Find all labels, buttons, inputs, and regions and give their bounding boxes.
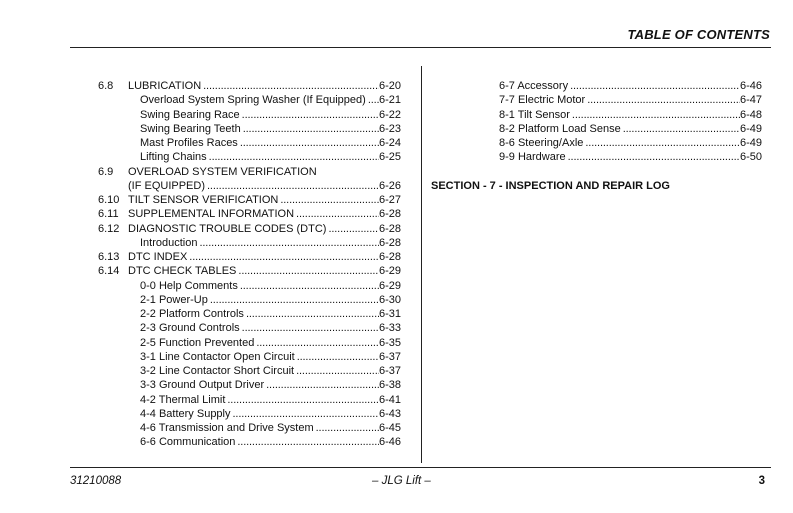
toc-entry-number: 6.12 [98,222,120,235]
toc-dot-leader [570,108,740,122]
toc-entry-title: 4-6 Transmission and Drive System [140,422,314,434]
toc-entry-page: 6-23 [378,122,401,135]
toc-entry-title: 8-1 Tilt Sensor [499,108,570,121]
toc-dot-leader [294,207,379,221]
toc-dot-leader [566,150,740,164]
toc-entry[interactable] [98,407,401,421]
toc-entry[interactable] [98,222,401,236]
toc-entry-number: 6.11 [98,208,119,221]
toc-entry-page: 6-25 [378,151,401,164]
toc-entry-title: (IF EQUIPPED) [128,179,206,192]
toc-dot-leader [235,435,379,449]
toc-entry-title: LUBRICATION [128,80,202,92]
toc-entry-page: 6-31 [378,308,401,320]
toc-entry-page: 6-37 [378,365,401,377]
toc-entry-title: Mast Profiles Races [140,137,238,149]
toc-entry-title: 3-2 Line Contactor Short Circuit [140,365,295,377]
toc-entry-number: 6.14 [98,265,120,278]
toc-entry-page: 6-27 [378,194,401,206]
toc-entry-page: 6-37 [378,350,401,363]
toc-entry[interactable] [98,264,401,278]
header-rule [70,47,771,48]
toc-entry[interactable] [499,79,762,93]
toc-dot-leader [264,378,379,392]
column-divider [421,66,422,463]
footer-publisher: – JLG Lift – [372,475,431,487]
toc-entry-title: SUPPLEMENTAL INFORMATION [128,208,295,221]
toc-entry[interactable] [98,136,401,150]
toc-entry[interactable] [98,79,401,93]
toc-entry-title: 2-2 Platform Controls [140,308,244,320]
toc-entry-page: 6-41 [378,393,401,406]
toc-dot-leader [585,93,740,107]
toc-entry[interactable] [98,93,401,107]
toc-entry[interactable] [98,393,401,407]
toc-entry-title: OVERLOAD SYSTEM VERIFICATION [128,165,317,178]
toc-entry-page: 6-49 [739,122,762,135]
toc-entry-page: 6-29 [378,265,401,278]
toc-dot-leader [238,279,379,293]
toc-entry[interactable] [98,421,401,435]
toc-entry-title: 3-3 Ground Output Driver [140,379,265,392]
toc-entry[interactable] [499,150,762,164]
toc-entry-title: 6-6 Communication [140,436,236,449]
toc-dot-leader [187,250,379,264]
toc-entry-page: 6-38 [378,379,401,392]
toc-entry-title: DIAGNOSTIC TROUBLE CODES (DTC) [128,222,327,235]
toc-dot-leader [366,93,379,107]
toc-entry[interactable] [98,165,401,179]
toc-dot-leader [240,321,379,335]
toc-entry-title: 2-3 Ground Controls [140,322,240,335]
toc-dot-leader [568,79,740,93]
toc-entry-title: 3-1 Line Contactor Open Circuit [140,350,295,363]
toc-dot-leader [201,79,379,93]
toc-entry-page: 6-46 [739,80,762,92]
toc-dot-leader [225,393,379,407]
toc-entry-page: 6-20 [378,80,401,92]
toc-entry-page: 6-43 [378,407,401,420]
toc-dot-leader [314,421,379,435]
toc-entry[interactable] [98,250,401,264]
toc-entry[interactable] [98,236,401,250]
toc-dot-leader [583,136,740,150]
toc-entry-title: Introduction [140,236,198,249]
toc-entry-number: 6.9 [98,165,114,178]
toc-entry-title: 2-1 Power-Up [140,293,208,306]
toc-entry-page: 6-48 [739,108,762,121]
toc-entry[interactable] [499,136,762,150]
toc-entry[interactable] [98,321,401,335]
toc-entry[interactable] [98,293,401,307]
toc-entry-title: TILT SENSOR VERIFICATION [128,194,279,206]
toc-entry[interactable] [98,193,401,207]
toc-right-column [499,79,762,165]
toc-entry-title: 4-4 Battery Supply [140,407,231,420]
footer-rule [70,467,771,468]
toc-entry-page: 6-47 [739,94,762,107]
toc-entry-number: 6.10 [98,194,120,206]
toc-entry-page: 6-50 [739,151,762,164]
toc-dot-leader [207,150,379,164]
toc-dot-leader [197,236,378,250]
section-7-heading[interactable]: SECTION - 7 - INSPECTION AND REPAIR LOG [431,180,670,192]
toc-entry-title: 0-0 Help Comments [140,279,238,292]
toc-entry-title: DTC CHECK TABLES [128,265,237,278]
toc-dot-leader [240,108,379,122]
toc-entry-title: Overload System Spring Washer (If Equipped) [140,94,366,107]
toc-entry-page: 6-33 [378,322,401,335]
toc-entry-page: 6-22 [378,108,401,121]
toc-entry-number: 6.8 [98,80,114,92]
footer-doc-number: 31210088 [70,475,122,487]
toc-entry-number: 6.13 [98,251,120,263]
toc-entry[interactable] [499,122,762,136]
toc-entry-title: Swing Bearing Race [140,108,240,121]
toc-dot-leader [208,293,379,307]
toc-entry[interactable] [98,378,401,392]
toc-entry-title: 6-7 Accessory [499,80,569,92]
toc-dot-leader [244,307,379,321]
toc-entry-page: 6-35 [378,336,401,349]
toc-entry-title: 7-7 Electric Motor [499,94,586,107]
toc-entry[interactable] [98,150,401,164]
toc-dot-leader [294,364,379,378]
toc-entry[interactable] [499,108,762,122]
toc-entry[interactable] [98,207,401,221]
toc-entry[interactable] [98,279,401,293]
toc-entry[interactable] [98,435,401,449]
toc-dot-leader [236,264,379,278]
toc-dot-leader [326,222,379,236]
toc-entry-page: 6-29 [378,279,401,292]
toc-entry-title: 9-9 Hardware [499,151,566,164]
toc-entry[interactable] [98,336,401,350]
toc-dot-leader [241,122,379,136]
toc-entry[interactable] [98,179,401,193]
toc-entry-page: 6-45 [378,422,401,434]
toc-entry-title: 8-2 Platform Load Sense [499,122,621,135]
toc-dot-leader [254,336,379,350]
toc-entry-page: 6-26 [378,179,401,192]
toc-entry-page: 6-28 [378,208,401,221]
toc-entry-title: Lifting Chains [140,151,207,164]
toc-entry[interactable] [98,364,401,378]
toc-entry-page: 6-28 [378,251,401,263]
toc-entry[interactable] [499,93,762,107]
toc-entry-title: DTC INDEX [128,251,188,263]
toc-dot-leader [295,350,379,364]
toc-entry-title: 8-6 Steering/Axle [499,137,584,149]
toc-entry[interactable] [98,307,401,321]
footer-page-number: 3 [758,475,765,487]
toc-entry-title: 2-5 Function Prevented [140,336,255,349]
toc-dot-leader [205,179,379,193]
toc-entry-page: 6-24 [378,137,401,149]
toc-dot-leader [231,407,379,421]
toc-entry[interactable] [98,108,401,122]
toc-entry-title: Swing Bearing Teeth [140,122,241,135]
toc-entry[interactable] [98,350,401,364]
toc-entry-page: 6-46 [378,436,401,449]
toc-dot-leader [278,193,379,207]
toc-dot-leader [238,136,379,150]
toc-entry-title: 4-2 Thermal Limit [140,393,226,406]
toc-dot-leader [621,122,740,136]
toc-entry-page: 6-28 [378,222,401,235]
toc-entry-page: 6-21 [378,94,401,107]
page-title: TABLE OF CONTENTS [627,27,770,42]
toc-left-column [98,79,401,450]
toc-entry[interactable] [98,122,401,136]
toc-entry-page: 6-30 [378,293,401,306]
toc-entry-page: 6-49 [739,137,762,149]
toc-entry-page: 6-28 [378,236,401,249]
